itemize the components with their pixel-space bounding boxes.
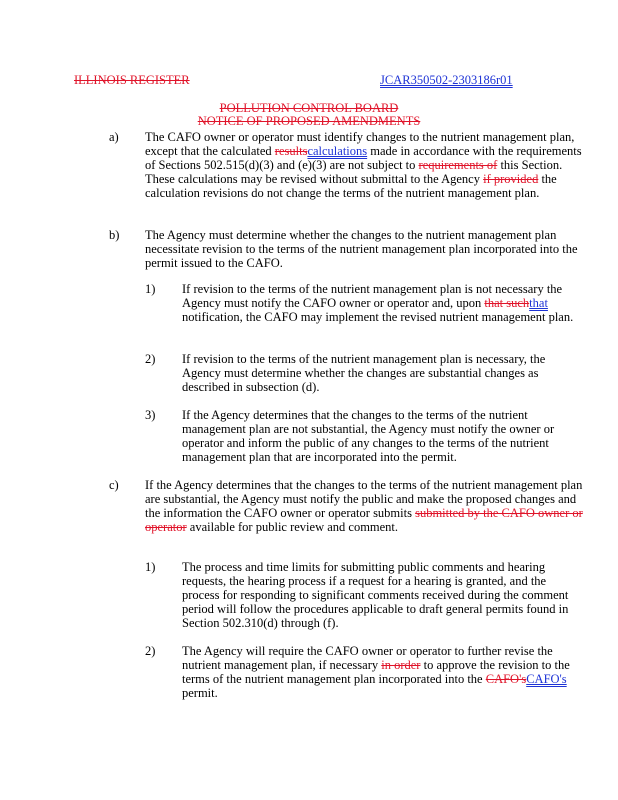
paragraph-b-text: The Agency must determine whether the changes to the nutrient management plan necessitate revision to the terms of the nutrient management plan incorporated into the permit issued to the CAFO. bbox=[145, 228, 578, 270]
paragraph-c-label: c) bbox=[109, 478, 119, 492]
subparagraph-c2 bbox=[182, 644, 584, 700]
subparagraph-b3-text: If the Agency determines that the changes to the terms of the nutrient management plan are not substantial, the Agency must notify the owner or operator and inform the public of any changes to the terms of the nutrient management plan that are incorporated into the permit. bbox=[182, 408, 555, 464]
subparagraph-b3 bbox=[182, 408, 584, 464]
subparagraph-b3-label: 3) bbox=[145, 408, 156, 422]
paragraph-a-label: a) bbox=[109, 130, 119, 144]
deleted-text: results bbox=[274, 144, 308, 158]
paragraph-b bbox=[145, 228, 587, 270]
paragraph-a-text-2: made in accordance with the requirements of Sections 502.515(d)(3) and (e)(3) are not subject to bbox=[145, 144, 582, 172]
subparagraph-b2 bbox=[182, 352, 584, 394]
paragraph-a-text-4: the calculation revisions do not change the terms of the nutrient management plan. bbox=[145, 172, 557, 200]
inserted-text: CAFO's bbox=[526, 672, 567, 686]
inserted-text: calculations bbox=[307, 144, 368, 158]
deleted-text: requirements of bbox=[418, 158, 498, 172]
subparagraph-b1-text-1: If revision to the terms of the nutrient management plan is not necessary the Agency must notify the CAFO owner or operator and, upon bbox=[182, 282, 563, 310]
paragraph-c bbox=[145, 478, 587, 534]
deleted-text: that such bbox=[484, 296, 530, 310]
subparagraph-b1-label: 1) bbox=[145, 282, 156, 296]
subparagraph-c2-text-3: permit. bbox=[182, 686, 218, 700]
deleted-text: in order bbox=[381, 658, 421, 672]
subparagraph-c1-label: 1) bbox=[145, 560, 156, 574]
subparagraph-c1-text: The process and time limits for submitting public comments and hearing requests, the hearing process if a request for a hearing is granted, and the process for responding to significant comments received during the comment period will follow the procedures applicable to draft general permits found in Section 502.310(d) through (f). bbox=[182, 560, 569, 630]
subparagraph-b2-label: 2) bbox=[145, 352, 156, 366]
subparagraph-b1 bbox=[182, 282, 584, 324]
register-title: ILLINOIS REGISTER bbox=[74, 73, 190, 87]
deleted-text: if provided bbox=[483, 172, 539, 186]
paragraph-a-text-1: The CAFO owner or operator must identify changes to the nutrient management plan, except that the calculated bbox=[145, 130, 575, 158]
paragraph-a bbox=[145, 130, 587, 200]
subparagraph-c2-text-1: The Agency will require the CAFO owner or operator to further revise the nutrient management plan, if necessary bbox=[182, 644, 553, 672]
subparagraph-c1 bbox=[182, 560, 584, 630]
subparagraph-c2-text-2: to approve the revision to the terms of the nutrient management plan incorporated into the bbox=[182, 658, 570, 686]
paragraph-c-text-2: available for public review and comment. bbox=[186, 520, 399, 534]
paragraph-a-text-3: this Section. These calculations may be revised without submittal to the Agency bbox=[145, 158, 563, 186]
paragraph-b-label: b) bbox=[109, 228, 120, 242]
notice-title: NOTICE OF PROPOSED AMENDMENTS bbox=[197, 114, 421, 128]
deleted-text: CAFO's bbox=[485, 672, 527, 686]
register-id-text: JCAR350502-2303186r01 bbox=[380, 73, 513, 87]
deleted-text: submitted by the CAFO owner or operator bbox=[145, 506, 583, 534]
register-id bbox=[380, 73, 513, 87]
paragraph-c-text-1: If the Agency determines that the changes to the terms of the nutrient management plan are substantial, the Agency must notify the public and make the proposed changes and the information the CAFO owner or operator submits bbox=[145, 478, 583, 520]
board-name: POLLUTION CONTROL BOARD bbox=[219, 101, 399, 115]
inserted-text: that bbox=[529, 296, 548, 310]
subparagraph-b2-text: If revision to the terms of the nutrient management plan is necessary, the Agency must determine whether the changes are substantial changes as described in subsection (d). bbox=[182, 352, 546, 394]
subparagraph-b1-text-2: notification, the CAFO may implement the revised nutrient management plan. bbox=[182, 310, 574, 324]
subparagraph-c2-label: 2) bbox=[145, 644, 156, 658]
